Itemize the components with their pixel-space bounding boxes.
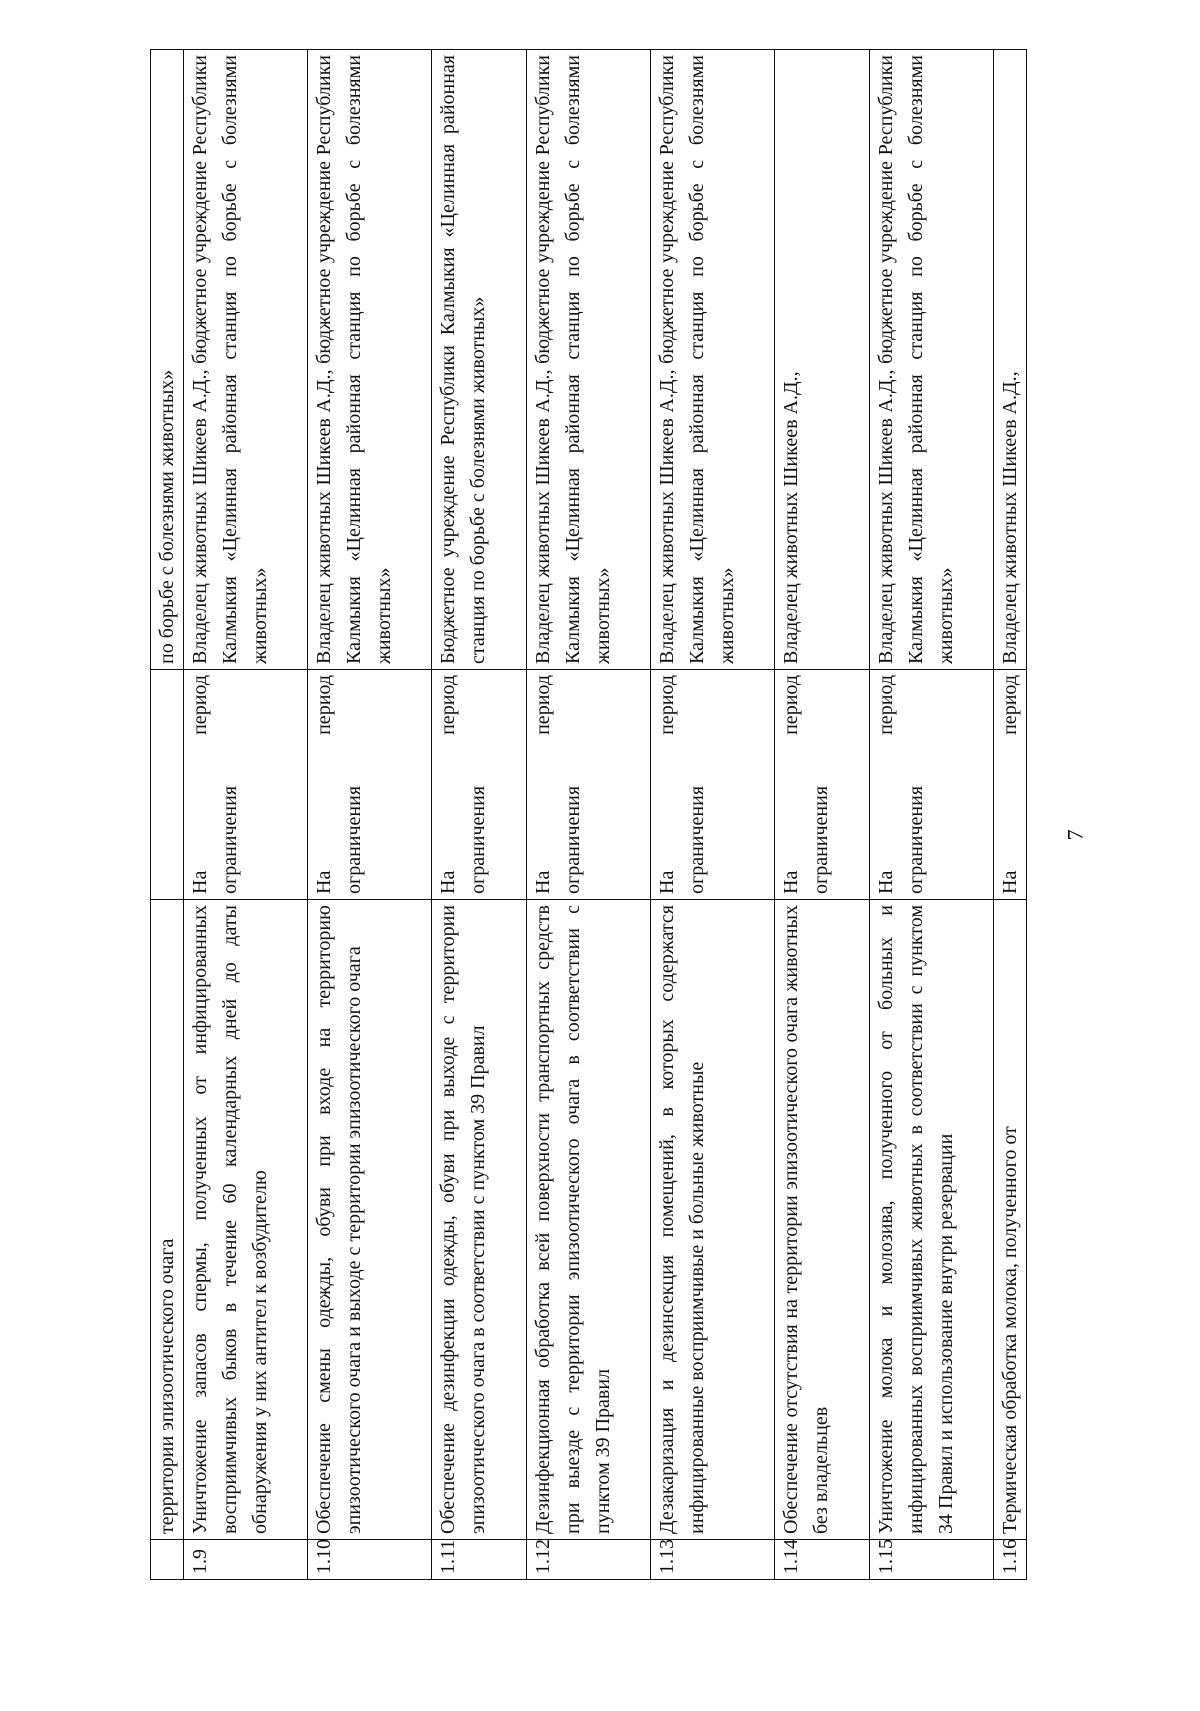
term-cell bbox=[432, 670, 527, 900]
row-number bbox=[151, 1540, 184, 1580]
term-word: период bbox=[313, 675, 335, 735]
term-word: ограничения bbox=[686, 785, 708, 894]
term-word: период bbox=[189, 675, 211, 735]
term-word: ограничения bbox=[343, 785, 365, 894]
term-word: период bbox=[437, 675, 459, 735]
table-row bbox=[651, 50, 775, 1580]
row-number: 1.11 bbox=[432, 1540, 527, 1580]
term-cell bbox=[151, 670, 184, 900]
term-word: На bbox=[875, 870, 897, 894]
rotated-content bbox=[150, 50, 1050, 1580]
term-word: ограничения bbox=[905, 785, 927, 894]
action-cell: Дезинфекционная обработка всей поверхности транспортных средств при выезде с территории эпизоотического очага в соответствии с пунктом 39 Правил bbox=[527, 900, 651, 1540]
action-cell: Обеспечение смены одежды, обуви при входе на территорию эпизоотического очага и выходе с территории эпизоотического очага bbox=[308, 900, 432, 1540]
term-cell bbox=[775, 670, 870, 900]
term-cell bbox=[308, 670, 432, 900]
term-word: ограничения bbox=[467, 785, 489, 894]
term-word: ограничения bbox=[562, 785, 584, 894]
term-cell bbox=[994, 670, 1027, 900]
row-number: 1.9 bbox=[184, 1540, 308, 1580]
action-cell: территории эпизоотического очага bbox=[151, 900, 184, 1540]
term-cell bbox=[184, 670, 308, 900]
responsible-cell: Бюджетное учреждение Республики Калмыкия «Целинная районная станция по борьбе с болезнями животных» bbox=[432, 50, 527, 670]
table-row bbox=[870, 50, 994, 1580]
responsible-cell: Владелец животных Шикеев А.Д., bbox=[775, 50, 870, 670]
responsible-cell: по борьбе с болезнями животных» bbox=[151, 50, 184, 670]
table-row bbox=[151, 50, 184, 1580]
responsible-cell: Владелец животных Шикеев А.Д., бюджетное учреждение Республики Калмыкия «Целинная районная станция по борьбе с болезнями животных» bbox=[870, 50, 994, 670]
responsible-cell: Владелец животных Шикеев А.Д., бюджетное учреждение Республики Калмыкия «Целинная районная станция по борьбе с болезнями животных» bbox=[308, 50, 432, 670]
table-row bbox=[527, 50, 651, 1580]
responsible-cell: Владелец животных Шикеев А.Д., бюджетное учреждение Республики Калмыкия «Целинная районная станция по борьбе с болезнями животных» bbox=[527, 50, 651, 670]
responsible-cell: Владелец животных Шикеев А.Д., bbox=[994, 50, 1027, 670]
responsible-cell: Владелец животных Шикеев А.Д., бюджетное учреждение Республики Калмыкия «Целинная районная станция по борьбе с болезнями животных» bbox=[184, 50, 308, 670]
row-number: 1.15 bbox=[870, 1540, 994, 1580]
table-row bbox=[775, 50, 870, 1580]
term-word: период bbox=[999, 675, 1021, 735]
action-cell: Обеспечение отсутствия на территории эпизоотического очага животных без владельцев bbox=[775, 900, 870, 1540]
responsible-cell: Владелец животных Шикеев А.Д., бюджетное учреждение Республики Калмыкия «Целинная районная станция по борьбе с болезнями животных» bbox=[651, 50, 775, 670]
table-row bbox=[308, 50, 432, 1580]
measures-table bbox=[150, 49, 1027, 1580]
row-number: 1.16 bbox=[994, 1540, 1027, 1580]
action-cell: Уничтожение запасов спермы, полученных от инфицированных восприимчивых быков в течение 60 календарных дней до даты обнаружения у них антител к возбудителю bbox=[184, 900, 308, 1540]
term-word: период bbox=[780, 675, 802, 735]
page-number: 7 bbox=[1062, 829, 1088, 841]
action-cell: Уничтожение молока и молозива, полученного от больных и инфицированных восприимчивых животных в соответствии с пунктом 34 Правил и использование внутри резервации bbox=[870, 900, 994, 1540]
row-number: 1.14 bbox=[775, 1540, 870, 1580]
term-word: На bbox=[780, 870, 802, 894]
term-word: период bbox=[875, 675, 897, 735]
term-word: На bbox=[313, 870, 335, 894]
term-word: На bbox=[999, 870, 1021, 894]
table-row bbox=[184, 50, 308, 1580]
row-number: 1.10 bbox=[308, 1540, 432, 1580]
term-word: На bbox=[532, 870, 554, 894]
term-word: На bbox=[437, 870, 459, 894]
term-cell bbox=[527, 670, 651, 900]
term-cell bbox=[870, 670, 994, 900]
table-row bbox=[432, 50, 527, 1580]
term-word: период bbox=[656, 675, 678, 735]
term-word: На bbox=[656, 870, 678, 894]
term-word: На bbox=[189, 870, 211, 894]
term-word: ограничения bbox=[219, 785, 241, 894]
row-number: 1.12 bbox=[527, 1540, 651, 1580]
table-row bbox=[994, 50, 1027, 1580]
action-cell: Обеспечение дезинфекции одежды, обуви при выходе с территории эпизоотического очага в соответствии с пунктом 39 Правил bbox=[432, 900, 527, 1540]
term-word: период bbox=[532, 675, 554, 735]
term-cell bbox=[651, 670, 775, 900]
row-number: 1.13 bbox=[651, 1540, 775, 1580]
action-cell: Дезакаризация и дезинсекция помещений, в которых содержатся инфицированные восприимчивые и больные животные bbox=[651, 900, 775, 1540]
term-word: ограничения bbox=[810, 785, 832, 894]
action-cell: Термическая обработка молока, полученного от bbox=[994, 900, 1027, 1540]
